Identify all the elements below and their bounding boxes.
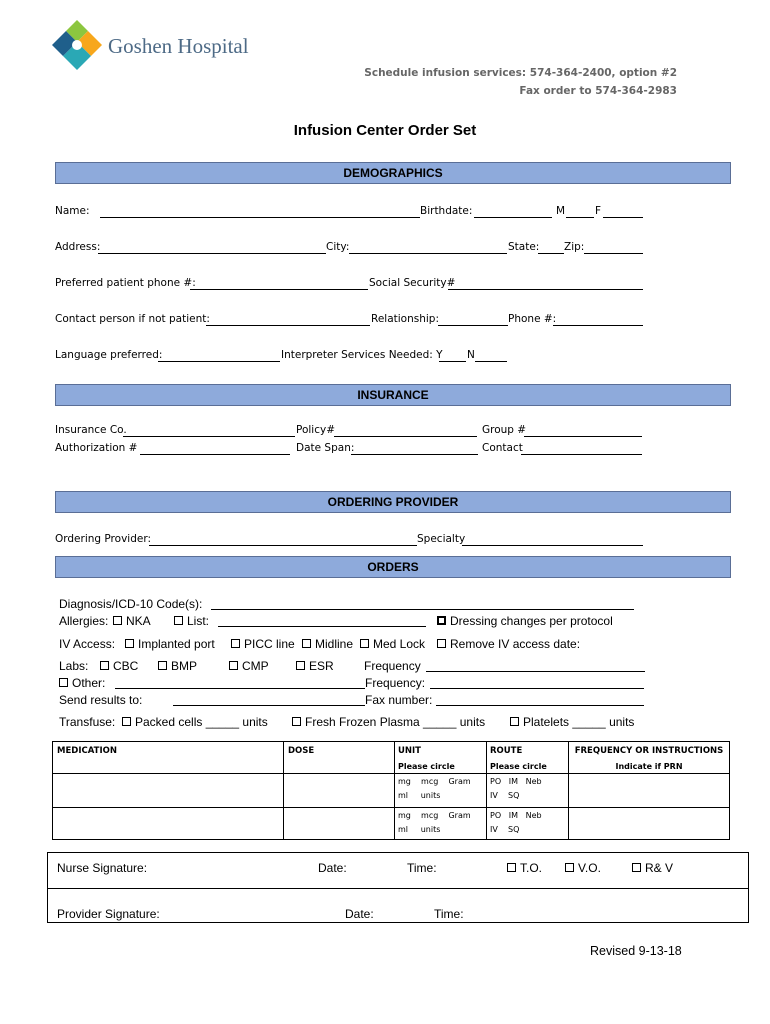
- dose-header: DOSE: [288, 746, 315, 756]
- route-options-line1[interactable]: PO IM Neb: [490, 777, 542, 786]
- insurance-heading: INSURANCE: [55, 384, 731, 406]
- name-label: Name:: [55, 205, 90, 217]
- esr-checkbox[interactable]: [296, 659, 334, 673]
- fax-number-field[interactable]: [436, 705, 644, 706]
- page-title: Infusion Center Order Set: [293, 122, 477, 139]
- m-label: M: [556, 205, 566, 217]
- route-options-line2[interactable]: IV SQ: [490, 825, 520, 834]
- relationship-field[interactable]: [438, 325, 508, 326]
- schedule-line: Schedule infusion services: 574-364-2400, option #2: [364, 67, 677, 79]
- birthdate-label: Birthdate:: [420, 205, 473, 217]
- date-span-field[interactable]: [351, 454, 478, 455]
- authorization-label: Authorization #: [55, 442, 138, 454]
- checkbox-icon: [158, 661, 167, 670]
- address-field[interactable]: [98, 253, 326, 254]
- provider-signature-field[interactable]: [173, 891, 333, 921]
- name-field[interactable]: [100, 217, 420, 218]
- dose-cell[interactable]: [284, 774, 394, 807]
- nurse-signature-field[interactable]: [158, 855, 308, 885]
- checkbox-icon: [174, 616, 183, 625]
- language-field[interactable]: [158, 361, 280, 362]
- orders-heading: ORDERS: [55, 556, 731, 578]
- med-lock-label: Med Lock: [373, 637, 426, 651]
- contact-field[interactable]: [206, 325, 370, 326]
- implanted-port-checkbox[interactable]: [125, 637, 215, 651]
- cmp-label: CMP: [242, 659, 269, 673]
- checkbox-icon: [100, 661, 109, 670]
- nka-label: NKA: [126, 614, 151, 628]
- nurse-time-label: Time:: [407, 861, 437, 875]
- remove-iv-checkbox[interactable]: [437, 637, 580, 651]
- packed-cells-checkbox[interactable]: [122, 715, 268, 729]
- ssn-field[interactable]: [448, 289, 643, 290]
- hospital-logo: [50, 18, 249, 74]
- unit-options-line1[interactable]: mg mcg Gram: [398, 811, 471, 820]
- specialty-label: Specialty: [417, 533, 466, 545]
- provider-time-label: Time:: [434, 907, 464, 921]
- to-label: T.O.: [520, 861, 543, 875]
- ffp-checkbox[interactable]: [292, 715, 485, 729]
- f-field[interactable]: [603, 217, 643, 218]
- other-checkbox[interactable]: [59, 676, 105, 690]
- remove-iv-label: Remove IV access date:: [450, 637, 581, 651]
- logo-text: Goshen Hospital: [108, 34, 249, 58]
- authorization-field[interactable]: [140, 454, 290, 455]
- ssn-label: Social Security#: [369, 277, 456, 289]
- medication-table: [52, 741, 730, 840]
- checkbox-icon: [565, 863, 574, 872]
- birthdate-field[interactable]: [474, 217, 552, 218]
- route-header: ROUTE: [490, 746, 523, 756]
- contact-phone-label: Phone #:: [508, 313, 557, 325]
- frequency-subheader: Indicate if PRN: [615, 762, 683, 771]
- med-lock-checkbox[interactable]: [360, 637, 425, 651]
- frequency2-field[interactable]: [430, 688, 644, 689]
- checkbox-icon: [229, 661, 238, 670]
- relationship-label: Relationship:: [371, 313, 439, 325]
- checkbox-icon: [507, 863, 516, 872]
- cmp-checkbox[interactable]: [229, 659, 269, 673]
- language-label: Language preferred:: [55, 349, 163, 361]
- fax-number-label: Fax number:: [365, 693, 433, 707]
- checkbox-icon: [302, 639, 311, 648]
- zip-label: Zip:: [564, 241, 585, 253]
- frequency2-label: Frequency:: [365, 676, 426, 690]
- unit-options-line2[interactable]: ml units: [398, 825, 441, 834]
- checkbox-icon: [59, 678, 68, 687]
- cbc-label: CBC: [113, 659, 139, 673]
- insurance-co-label: Insurance Co.: [55, 424, 127, 436]
- phone-field[interactable]: [190, 289, 368, 290]
- specialty-field[interactable]: [462, 545, 643, 546]
- state-field[interactable]: [538, 253, 564, 254]
- fax-line: Fax order to 574-364-2983: [519, 85, 677, 97]
- frequency-field[interactable]: [426, 671, 645, 672]
- nurse-date-label: Date:: [318, 861, 347, 875]
- allergies-label: Allergies:: [59, 614, 109, 628]
- medication-header: MEDICATION: [57, 746, 117, 756]
- frequency-header: FREQUENCY OR INSTRUCTIONS: [574, 746, 724, 756]
- city-field[interactable]: [349, 253, 507, 254]
- bmp-label: BMP: [171, 659, 198, 673]
- midline-checkbox[interactable]: [302, 637, 353, 651]
- vo-label: V.O.: [578, 861, 601, 875]
- contact-ins-label: Contact: [482, 442, 523, 454]
- checkbox-icon: [231, 639, 240, 648]
- logo-mark-icon: [50, 18, 104, 74]
- nka-checkbox[interactable]: [113, 614, 151, 628]
- phone-label: Preferred patient phone #:: [55, 277, 196, 289]
- list-checkbox[interactable]: [174, 614, 209, 628]
- contact-ins-field[interactable]: [521, 454, 642, 455]
- medication-cell[interactable]: [53, 774, 283, 807]
- unit-options-line2[interactable]: ml units: [398, 791, 441, 800]
- demographics-heading: DEMOGRAPHICS: [55, 162, 731, 184]
- policy-field[interactable]: [334, 436, 477, 437]
- iv-access-label: IV Access:: [59, 637, 116, 651]
- ordering-provider-label: Ordering Provider:: [55, 533, 151, 545]
- dressing-label: Dressing changes per protocol: [450, 614, 613, 628]
- ordering-provider-field[interactable]: [149, 545, 417, 546]
- date-span-label: Date Span:: [296, 442, 355, 454]
- checkbox-icon: [292, 717, 301, 726]
- checkbox-icon: [437, 616, 446, 625]
- m-field[interactable]: [566, 217, 594, 218]
- ordering-provider-heading: ORDERING PROVIDER: [55, 491, 731, 513]
- provider-date-label: Date:: [345, 907, 374, 921]
- interpreter-label: Interpreter Services Needed: Y: [281, 349, 443, 361]
- address-label: Address:: [55, 241, 101, 253]
- interpreter-n-field[interactable]: [475, 361, 507, 362]
- checkbox-icon: [510, 717, 519, 726]
- state-label: State:: [508, 241, 540, 253]
- zip-field[interactable]: [584, 253, 643, 254]
- checkbox-icon: [360, 639, 369, 648]
- ffp-label: Fresh Frozen Plasma _____ units: [305, 715, 486, 729]
- table-row: [53, 808, 729, 839]
- frequency-label: Frequency: [364, 659, 421, 673]
- checkbox-icon: [122, 717, 131, 726]
- rv-checkbox[interactable]: [632, 861, 673, 875]
- dose-cell[interactable]: [284, 808, 394, 839]
- bmp-checkbox[interactable]: [158, 659, 197, 673]
- vo-checkbox[interactable]: [565, 861, 601, 875]
- contact-phone-field[interactable]: [553, 325, 643, 326]
- send-results-label: Send results to:: [59, 693, 143, 707]
- diagnosis-field[interactable]: [211, 609, 634, 610]
- send-results-field[interactable]: [173, 705, 365, 706]
- packed-cells-label: Packed cells _____ units: [135, 715, 268, 729]
- labs-label: Labs:: [59, 659, 89, 673]
- implanted-port-label: Implanted port: [138, 637, 215, 651]
- allergies-list-field[interactable]: [218, 626, 426, 627]
- insurance-co-field[interactable]: [123, 436, 295, 437]
- to-checkbox[interactable]: [507, 861, 542, 875]
- transfuse-label: Transfuse:: [59, 715, 116, 729]
- frequency-cell[interactable]: [569, 774, 729, 807]
- interpreter-n-label: N: [467, 349, 475, 361]
- platelets-label: Platelets _____ units: [523, 715, 635, 729]
- esr-label: ESR: [309, 659, 334, 673]
- policy-label: Policy#: [296, 424, 336, 436]
- group-field[interactable]: [524, 436, 642, 437]
- unit-options-line1[interactable]: mg mcg Gram: [398, 777, 471, 786]
- provider-signature-label: Provider Signature:: [57, 907, 160, 921]
- picc-line-checkbox[interactable]: [231, 637, 295, 651]
- revised-date: Revised 9-13-18: [590, 944, 682, 958]
- city-label: City:: [326, 241, 350, 253]
- route-options-line1[interactable]: PO IM Neb: [490, 811, 542, 820]
- interpreter-y-field[interactable]: [439, 361, 466, 362]
- route-options-line2[interactable]: IV SQ: [490, 791, 520, 800]
- route-subheader: Please circle: [490, 762, 547, 771]
- other-label: Other:: [72, 676, 106, 690]
- table-row: [53, 774, 729, 807]
- checkbox-icon: [632, 863, 641, 872]
- f-label: F: [595, 205, 602, 217]
- platelets-checkbox[interactable]: [510, 715, 634, 729]
- checkbox-icon: [437, 639, 446, 648]
- midline-label: Midline: [315, 637, 354, 651]
- checkbox-icon: [296, 661, 305, 670]
- dressing-checkbox[interactable]: [437, 614, 613, 628]
- diagnosis-label: Diagnosis/ICD-10 Code(s):: [59, 597, 203, 611]
- list-label: List:: [187, 614, 210, 628]
- group-label: Group #: [482, 424, 527, 436]
- unit-header: UNIT: [398, 746, 421, 756]
- picc-line-label: PICC line: [244, 637, 295, 651]
- other-field[interactable]: [115, 688, 365, 689]
- checkbox-icon: [125, 639, 134, 648]
- cbc-checkbox[interactable]: [100, 659, 138, 673]
- signature-box: [47, 852, 749, 923]
- frequency-cell[interactable]: [569, 808, 729, 839]
- checkbox-icon: [113, 616, 122, 625]
- medication-cell[interactable]: [53, 808, 283, 839]
- unit-subheader: Please circle: [398, 762, 455, 771]
- rv-label: R& V: [645, 861, 674, 875]
- contact-label: Contact person if not patient:: [55, 313, 210, 325]
- nurse-signature-label: Nurse Signature:: [57, 861, 148, 875]
